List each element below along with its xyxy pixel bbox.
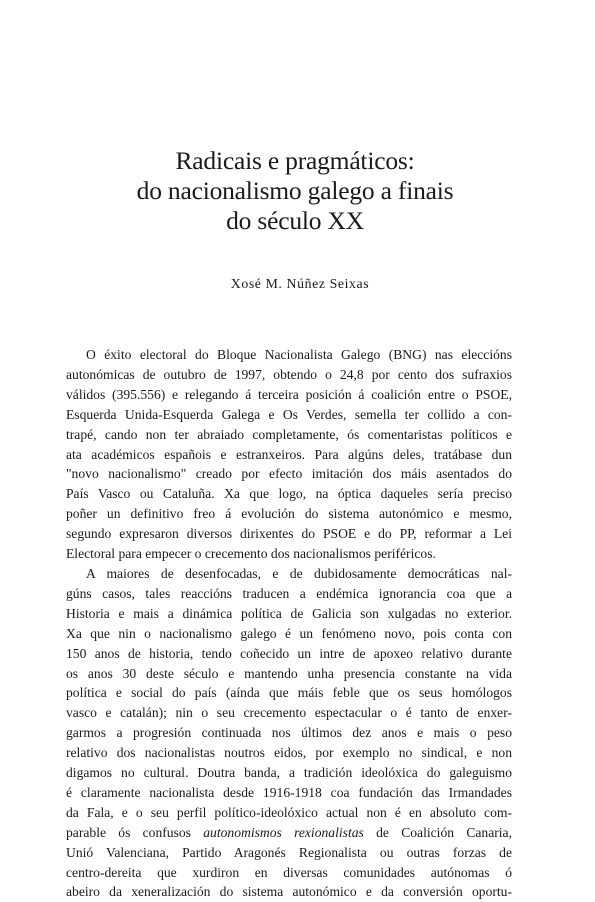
- text-line: centro-dereita que xurdiron en diversas comunidades autónomas ó: [66, 864, 512, 880]
- text-line: 150 anos de historia, tendo coñecido un intre de apoxeo relativo durante: [66, 645, 512, 661]
- text-line: válidos (395.556) e relegando á terceira posición á coalición entre o PSOE,: [66, 386, 512, 402]
- text-segment: parable ós confusos: [66, 824, 204, 840]
- title-line-3: do século XX: [226, 206, 364, 235]
- text-line: [66, 823, 512, 843]
- paragraph-2: [66, 564, 512, 902]
- author-name: Xosé M. Núñez Seixas: [230, 276, 370, 291]
- text-line: trapé, cando non ter abraiado completamente, ós comentaristas políticos e: [66, 426, 512, 442]
- article-title: [60, 146, 530, 236]
- text-line: Unió Valenciana, Partido Aragonés Regionalista ou outras forzas de: [66, 844, 512, 860]
- text-line: Esquerda Unida-Esquerda Galega e Os Verdes, semella ter collido a con-: [66, 406, 512, 422]
- italic-term: autonomismos rexionalistas: [203, 824, 364, 840]
- text-line: O éxito electoral do Bloque Nacionalista Galego (BNG) nas eleccións: [86, 347, 512, 362]
- text-line: vasco e catalán); nin o seu crecemento espectacular o é tanto de enxer-: [66, 705, 512, 721]
- text-line: segundo expresaron diversos dirixentes do PSOE e do PP, reformar a Lei: [66, 526, 512, 542]
- text-line: Xa que nin o nacionalismo galego é un fenómeno novo, pois conta con: [66, 625, 512, 641]
- text-line: gúns casos, tales reaccións traducen a endémica ignorancia coa que a: [66, 585, 512, 601]
- text-line: política e social do país (aínda que máis feble que os seus homólogos: [66, 685, 512, 701]
- text-line: abeiro da xeneralización do sistema autonómico e da conversión oportu-: [66, 884, 512, 900]
- text-line: é claramente nacionalista desde 1916-1918 coa fundación das Irmandades: [66, 784, 512, 800]
- title-line-1: Radicais e pragmáticos:: [175, 146, 415, 175]
- text-line: relativo dos nacionalistas noutros eidos, por exemplo no sindical, e non: [66, 745, 512, 761]
- text-line: País Vasco ou Cataluña. Xa que logo, na óptica daqueles sería preciso: [66, 486, 512, 502]
- text-line: ata académicos españois e estranxeiros. Para algúns deles, tratábase dun: [66, 446, 512, 462]
- text-line: da Fala, e o seu perfil político-ideolóxico actual non é en absoluto com-: [66, 804, 512, 820]
- text-line: autonómicas de outubro de 1997, obtendo o 24,8 por cento dos sufraxios: [66, 366, 512, 382]
- title-line-2: do nacionalismo galego a finais: [136, 176, 454, 205]
- text-line: Electoral para empecer o crecemento dos nacionalismos periféricos.: [66, 546, 436, 562]
- text-line: garmos a progresión continuada nos últimos dez anos e mais o peso: [66, 725, 512, 741]
- article-body: [66, 345, 512, 902]
- text-line: digamos no cultural. Doutra banda, a tradición ideolóxica do galeguismo: [66, 765, 512, 781]
- text-line: "novo nacionalismo" creado por efecto imitación dos máis asentados do: [66, 466, 512, 482]
- text-line: poñer un definitivo freo á evolución do sistema autonómico e mesmo,: [66, 506, 512, 522]
- text-segment: de Coalición Canaria,: [363, 824, 512, 840]
- text-line: os anos 30 deste século e mantendo unha presencia constante na vida: [66, 665, 512, 681]
- text-line: A maiores de desenfocadas, e de dubidosamente democráticas nal-: [86, 565, 512, 581]
- text-line: Historia e mais a dinámica política de Galicia son xulgadas no exterior.: [66, 605, 512, 621]
- paragraph-1: [66, 345, 512, 564]
